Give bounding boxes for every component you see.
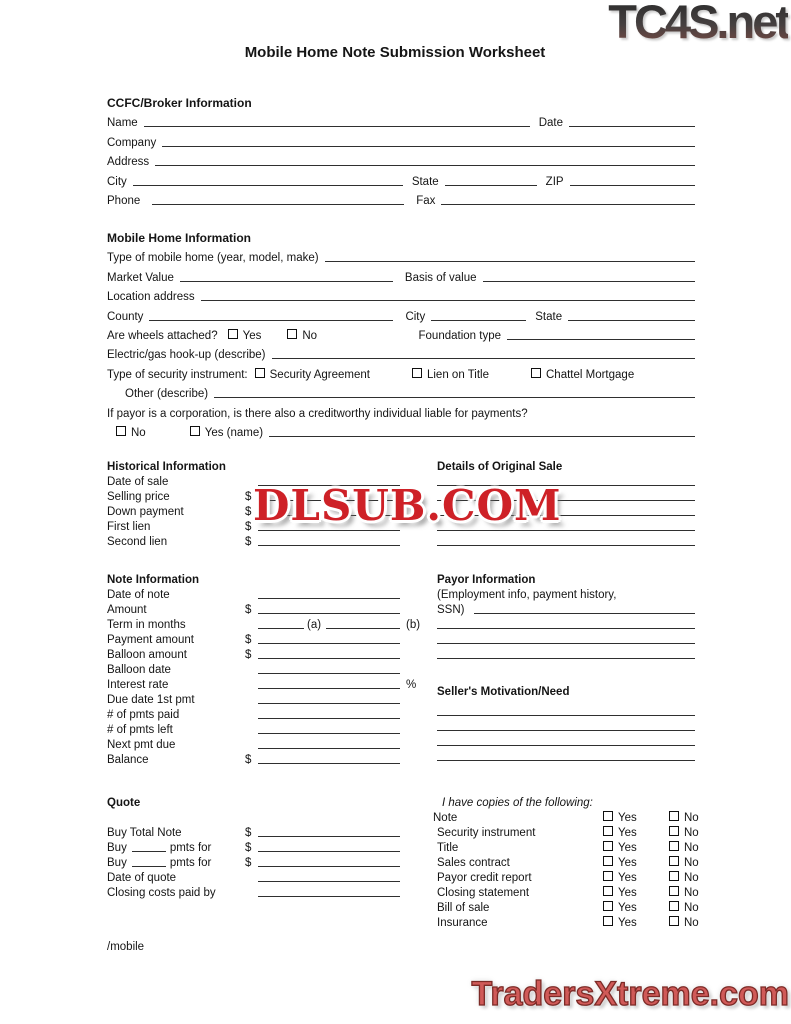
checklist-item-label: Payor credit report xyxy=(437,872,532,884)
row-label: Payment amount xyxy=(107,634,194,646)
phone-label: Phone xyxy=(107,194,141,207)
city-label: City xyxy=(107,175,127,188)
buy-pmts-count-line xyxy=(132,849,166,852)
seller-line-row xyxy=(437,718,695,733)
yes-label: Yes xyxy=(618,902,637,914)
market-value-line xyxy=(180,279,393,282)
tradersxtreme-logo: TradersXtreme.com xyxy=(471,975,789,1013)
row-label: Balloon date xyxy=(107,664,171,676)
payor-line-row xyxy=(437,616,695,631)
state-line xyxy=(445,183,537,186)
corporation-question-label: If payor is a corporation, is there also a creditworthy individual liable for payments? xyxy=(107,407,528,420)
tc4s-logo: TC4S.net xyxy=(608,0,788,48)
seller-heading: Seller's Motivation/Need xyxy=(437,686,570,698)
zip-label: ZIP xyxy=(545,175,564,188)
yes-checkbox xyxy=(603,826,613,836)
yes-label: Yes xyxy=(618,827,637,839)
row-label: Down payment xyxy=(107,506,184,518)
seller-line-row xyxy=(437,733,695,748)
quote-line xyxy=(258,879,400,882)
dollar-sign: $ xyxy=(245,536,252,548)
hookup-label: Electric/gas hook-up (describe) xyxy=(107,349,266,362)
checklist-item-label: Title xyxy=(437,842,459,854)
no-checkbox xyxy=(669,811,679,821)
yes-label: Yes xyxy=(618,872,637,884)
county-line xyxy=(149,318,393,321)
no-label: No xyxy=(684,827,699,839)
no-label: No xyxy=(684,842,699,854)
no-label: No xyxy=(684,812,699,824)
note-line xyxy=(258,701,400,704)
fax-line xyxy=(441,202,695,205)
historical-mid-line xyxy=(258,543,400,546)
quote-line xyxy=(258,864,400,867)
dollar-sign: $ xyxy=(245,842,252,854)
company-label: Company xyxy=(107,136,157,149)
page-title: Mobile Home Note Submission Worksheet xyxy=(244,44,546,61)
payor-column xyxy=(437,571,695,763)
yes-label: Yes xyxy=(618,917,637,929)
payor-line-row xyxy=(437,631,695,646)
note-row xyxy=(107,721,437,736)
payor-heading: Payor Information xyxy=(437,574,536,586)
chattel-mortgage-checkbox xyxy=(531,368,541,378)
note-interest-row xyxy=(107,676,437,691)
historical-row xyxy=(107,533,695,548)
note-row xyxy=(107,586,437,601)
checklist-item-label: Closing statement xyxy=(437,887,530,899)
dollar-sign: $ xyxy=(245,754,252,766)
corp-yes-name-line xyxy=(269,434,695,437)
checklist-row xyxy=(433,839,699,854)
closing-costs-label: Closing costs paid by xyxy=(107,887,216,899)
quote-heading: Quote xyxy=(107,797,141,809)
yes-label: Yes xyxy=(618,842,637,854)
seller-line-row xyxy=(437,748,695,763)
dollar-sign: $ xyxy=(245,857,252,869)
county-label: County xyxy=(107,310,144,323)
checklist-row xyxy=(433,854,699,869)
note-line xyxy=(258,596,400,599)
yes-label: Yes xyxy=(618,857,637,869)
note-line xyxy=(258,611,400,614)
note-row xyxy=(107,736,437,751)
pmts-for-label: pmts for xyxy=(169,842,212,854)
phone-fax-row xyxy=(107,188,695,207)
wheels-no-checkbox xyxy=(287,329,297,339)
yes-label: Yes xyxy=(618,887,637,899)
footer-note: /mobile xyxy=(107,941,145,953)
wheels-row xyxy=(107,323,695,342)
corp-yes-checkbox xyxy=(190,426,200,436)
yes-checkbox xyxy=(603,871,613,881)
checklist-heading: I have copies of the following: xyxy=(442,797,593,809)
seller-line xyxy=(437,743,695,746)
wheels-yes-label: Yes xyxy=(242,329,262,342)
no-checkbox xyxy=(669,901,679,911)
mh-state-line xyxy=(568,318,695,321)
note-line xyxy=(258,716,400,719)
date-of-quote-label: Date of quote xyxy=(107,872,177,884)
buy-label: Buy xyxy=(107,842,127,854)
row-label: Date of sale xyxy=(107,476,169,488)
seller-line-row xyxy=(437,703,695,718)
term-a-label: (a) xyxy=(307,619,322,631)
term-cell xyxy=(258,619,400,631)
address-label: Address xyxy=(107,156,150,169)
wheels-no-label: No xyxy=(302,329,318,342)
ssn-row xyxy=(437,601,695,616)
note-line xyxy=(258,656,400,659)
corporation-question-row xyxy=(107,400,695,419)
payor-line-row xyxy=(437,646,695,661)
dollar-sign: $ xyxy=(245,491,252,503)
dollar-sign: $ xyxy=(245,634,252,646)
copies-checklist xyxy=(433,794,699,929)
market-value-label: Market Value xyxy=(107,271,174,284)
row-label: Balance xyxy=(107,754,149,766)
checklist-item-label: Bill of sale xyxy=(437,902,490,914)
row-label: Balloon amount xyxy=(107,649,187,661)
quote-row xyxy=(107,869,437,884)
market-value-row xyxy=(107,264,695,283)
other-describe-row xyxy=(107,381,695,400)
note-heading: Note Information xyxy=(107,574,199,586)
home-type-line xyxy=(325,259,695,262)
no-label: No xyxy=(684,872,699,884)
note-section xyxy=(107,571,695,781)
row-label: Term in months xyxy=(107,619,186,631)
address-row xyxy=(107,149,695,168)
buy-total-label: Buy Total Note xyxy=(107,827,182,839)
security-agreement-checkbox xyxy=(255,368,265,378)
yes-checkbox xyxy=(603,811,613,821)
chattel-mortgage-label: Chattel Mortgage xyxy=(546,368,635,381)
ssn-line xyxy=(474,611,695,614)
dollar-sign: $ xyxy=(245,649,252,661)
note-row xyxy=(107,646,437,661)
zip-line xyxy=(570,183,695,186)
mobile-home-heading: Mobile Home Information xyxy=(107,231,251,245)
address-line xyxy=(155,163,695,166)
yes-checkbox xyxy=(603,916,613,926)
row-label: Next pmt due xyxy=(107,739,176,751)
location-line xyxy=(201,298,695,301)
no-checkbox xyxy=(669,826,679,836)
corp-no-yes-row xyxy=(107,420,695,439)
quote-row xyxy=(107,854,437,869)
quote-row xyxy=(107,839,437,854)
dlsub-stamp: DLSUB.COM xyxy=(253,481,562,530)
hookup-line xyxy=(272,356,695,359)
checklist-item-label: Security instrument xyxy=(437,827,536,839)
note-row xyxy=(107,706,437,721)
row-label: Due date 1st pmt xyxy=(107,694,195,706)
no-checkbox xyxy=(669,856,679,866)
mh-city-label: City xyxy=(405,310,426,323)
term-b-label: (b) xyxy=(406,619,421,631)
note-line xyxy=(258,731,400,734)
dollar-sign: $ xyxy=(245,827,252,839)
note-row xyxy=(107,691,437,706)
yes-checkbox xyxy=(603,841,613,851)
lien-on-title-checkbox xyxy=(412,368,422,378)
checklist-item-label: Note xyxy=(433,812,458,824)
historical-header-row xyxy=(107,458,695,473)
no-checkbox xyxy=(669,871,679,881)
checklist-row xyxy=(433,899,699,914)
note-column xyxy=(107,571,437,766)
corp-yes-label: Yes (name) xyxy=(204,426,264,439)
company-row xyxy=(107,129,695,148)
yes-checkbox xyxy=(603,886,613,896)
note-row xyxy=(107,631,437,646)
dollar-sign: $ xyxy=(245,521,252,533)
date-label: Date xyxy=(538,117,563,130)
no-checkbox xyxy=(669,841,679,851)
checklist-row xyxy=(433,869,699,884)
lien-on-title-label: Lien on Title xyxy=(426,368,489,381)
ssn-label: SSN) xyxy=(437,604,465,616)
quote-line xyxy=(258,849,400,852)
security-agreement-label: Security Agreement xyxy=(269,368,370,381)
phone-line xyxy=(152,202,404,205)
location-label: Location address xyxy=(107,291,195,304)
payor-subtext: (Employment info, payment history, xyxy=(437,589,617,601)
other-describe-label: Other (describe) xyxy=(125,388,209,401)
mh-city-line xyxy=(431,318,526,321)
quote-line xyxy=(258,834,400,837)
quote-row xyxy=(107,824,437,839)
yes-label: Yes xyxy=(618,812,637,824)
checklist-row xyxy=(433,809,699,824)
no-label: No xyxy=(684,887,699,899)
row-label: Interest rate xyxy=(107,679,169,691)
basis-label: Basis of value xyxy=(404,271,477,284)
foundation-line xyxy=(507,337,695,340)
no-label: No xyxy=(684,917,699,929)
yes-checkbox xyxy=(603,901,613,911)
broker-section xyxy=(107,90,695,207)
location-row xyxy=(107,284,695,303)
note-line xyxy=(258,671,400,674)
dollar-sign: $ xyxy=(245,604,252,616)
county-city-state-row xyxy=(107,303,695,322)
mobile-home-section xyxy=(107,225,695,439)
name-line xyxy=(144,124,530,127)
basis-line xyxy=(483,279,695,282)
original-sale-line xyxy=(437,543,695,546)
buy-pmts-count-line xyxy=(132,864,166,867)
yes-checkbox xyxy=(603,856,613,866)
home-type-row xyxy=(107,245,695,264)
no-label: No xyxy=(684,857,699,869)
company-line xyxy=(162,144,695,147)
percent-label: % xyxy=(406,679,417,691)
no-checkbox xyxy=(669,886,679,896)
note-term-row xyxy=(107,616,437,631)
corp-no-checkbox xyxy=(116,426,126,436)
no-label: No xyxy=(684,902,699,914)
row-label: Date of note xyxy=(107,589,170,601)
security-label: Type of security instrument: xyxy=(107,368,248,381)
quote-row xyxy=(107,884,437,899)
quote-section xyxy=(107,794,699,944)
corp-no-label: No xyxy=(131,426,146,439)
term-b-line xyxy=(326,626,400,629)
city-state-zip-row xyxy=(107,168,695,187)
seller-line xyxy=(437,713,695,716)
dollar-sign: $ xyxy=(245,506,252,518)
note-row xyxy=(107,751,437,766)
checklist-item-label: Sales contract xyxy=(437,857,510,869)
checklist-row xyxy=(433,824,699,839)
fax-label: Fax xyxy=(416,194,436,207)
home-type-label: Type of mobile home (year, model, make) xyxy=(107,252,319,265)
note-line xyxy=(258,761,400,764)
broker-heading: CCFC/Broker Information xyxy=(107,96,252,110)
row-label: Selling price xyxy=(107,491,170,503)
payor-line xyxy=(437,641,695,644)
name-date-row xyxy=(107,110,695,129)
foundation-label: Foundation type xyxy=(418,329,501,342)
mh-state-label: State xyxy=(535,310,563,323)
city-line xyxy=(133,183,403,186)
checklist-row xyxy=(433,914,699,929)
checklist-row xyxy=(433,884,699,899)
row-label: First lien xyxy=(107,521,151,533)
state-label: State xyxy=(411,175,439,188)
seller-line xyxy=(437,728,695,731)
note-line xyxy=(258,641,400,644)
checklist-item-label: Insurance xyxy=(437,917,488,929)
no-checkbox xyxy=(669,916,679,926)
row-label: # of pmts paid xyxy=(107,709,180,721)
hookup-row xyxy=(107,342,695,361)
seller-line xyxy=(437,758,695,761)
wheels-label: Are wheels attached? xyxy=(107,329,218,342)
name-label: Name xyxy=(107,117,138,130)
payor-line xyxy=(437,656,695,659)
row-label: Second lien xyxy=(107,536,168,548)
wheels-yes-checkbox xyxy=(228,329,238,339)
historical-heading: Historical Information xyxy=(107,461,226,473)
original-sale-heading: Details of Original Sale xyxy=(437,461,563,473)
note-row xyxy=(107,601,437,616)
row-label: Amount xyxy=(107,604,147,616)
buy-label: Buy xyxy=(107,857,127,869)
quote-line xyxy=(258,894,400,897)
pmts-for-label: pmts for xyxy=(169,857,212,869)
row-label: # of pmts left xyxy=(107,724,173,736)
term-a-line xyxy=(258,626,304,629)
other-describe-line xyxy=(214,395,695,398)
security-instrument-row xyxy=(107,361,695,380)
quote-column xyxy=(107,794,437,899)
note-line xyxy=(258,686,400,689)
payor-line xyxy=(437,626,695,629)
note-row xyxy=(107,661,437,676)
note-line xyxy=(258,746,400,749)
date-line xyxy=(569,124,695,127)
